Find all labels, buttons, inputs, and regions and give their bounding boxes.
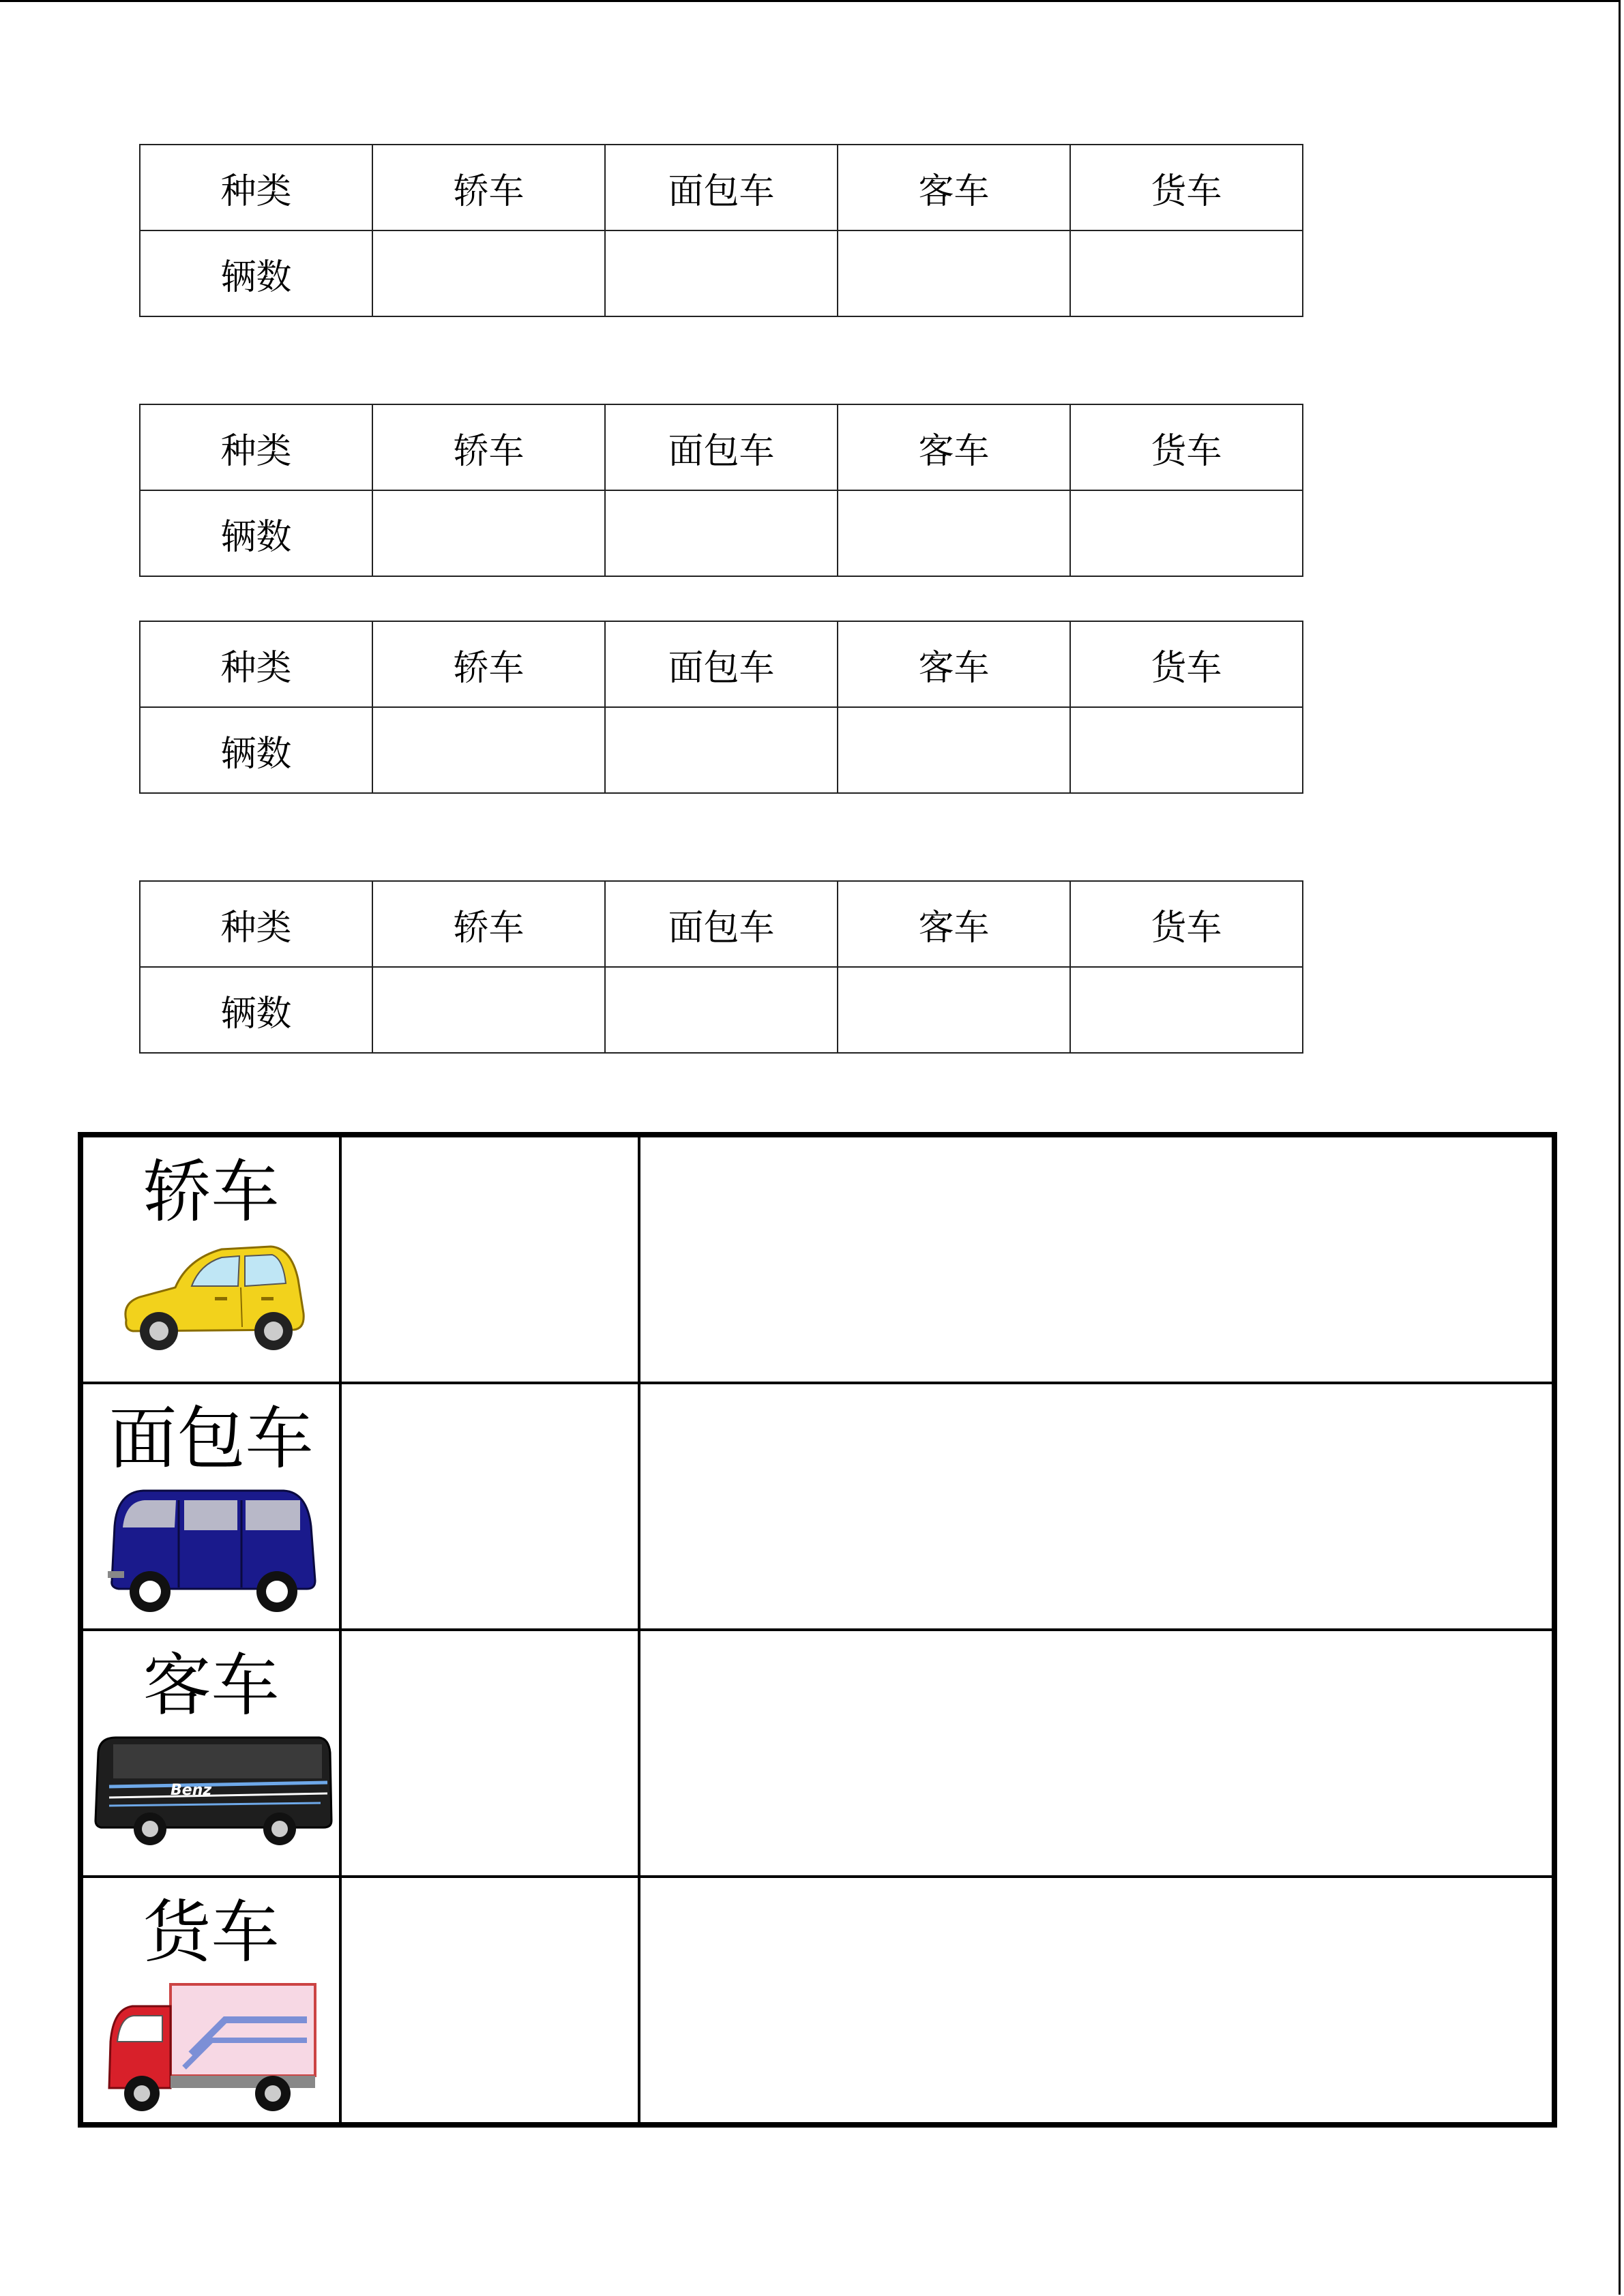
count-cell-bus[interactable] — [838, 230, 1070, 316]
count-table — [139, 621, 1303, 794]
header-cell-bus: 客车 — [838, 145, 1070, 230]
count-cell-bus[interactable] — [838, 967, 1070, 1053]
header-cell-sedan: 轿车 — [372, 881, 605, 967]
vehicle-cell — [80, 1383, 340, 1630]
bus-brand-text: Benz — [170, 1782, 211, 1799]
tally-cell[interactable] — [340, 1630, 639, 1877]
table-count-row — [140, 230, 1303, 316]
header-cell-truck: 货车 — [1070, 404, 1303, 490]
tally-cell[interactable] — [340, 1135, 639, 1383]
header-cell-truck: 货车 — [1070, 621, 1303, 707]
count-cell-truck[interactable] — [1070, 967, 1303, 1053]
header-cell-van: 面包车 — [605, 145, 838, 230]
count-cell-sedan[interactable] — [372, 490, 605, 576]
count-cell-van[interactable] — [605, 707, 838, 793]
count-cell-bus[interactable] — [838, 707, 1070, 793]
table-count-row — [140, 490, 1303, 576]
blue-van-icon — [102, 1485, 321, 1615]
vehicle-tally-table — [78, 1132, 1557, 2128]
vehicle-cell — [80, 1630, 340, 1877]
tally-row-sedan — [80, 1135, 1554, 1383]
count-table — [139, 404, 1303, 577]
notes-cell[interactable] — [639, 1135, 1554, 1383]
vehicle-label: 客车 — [143, 1645, 280, 1725]
count-cell-truck[interactable] — [1070, 707, 1303, 793]
header-cell-kind: 种类 — [140, 404, 372, 490]
table-count-row — [140, 707, 1303, 793]
header-cell-van: 面包车 — [605, 621, 838, 707]
count-cell-sedan[interactable] — [372, 230, 605, 316]
table-count-row — [140, 967, 1303, 1053]
count-cell-sedan[interactable] — [372, 707, 605, 793]
header-cell-sedan: 轿车 — [372, 404, 605, 490]
table-header-row — [140, 621, 1303, 707]
table-header-row — [140, 404, 1303, 490]
row-label-count: 辆数 — [140, 967, 372, 1053]
header-cell-kind: 种类 — [140, 145, 372, 230]
header-cell-kind: 种类 — [140, 621, 372, 707]
header-cell-bus: 客车 — [838, 881, 1070, 967]
header-cell-van: 面包车 — [605, 881, 838, 967]
count-cell-van[interactable] — [605, 967, 838, 1053]
red-truck-icon — [102, 1979, 321, 2115]
yellow-car-icon — [113, 1238, 310, 1354]
vehicle-label: 轿车 — [143, 1152, 280, 1232]
header-cell-bus: 客车 — [838, 621, 1070, 707]
count-cell-truck[interactable] — [1070, 230, 1303, 316]
header-cell-truck: 货车 — [1070, 145, 1303, 230]
vehicle-label: 货车 — [143, 1892, 280, 1972]
tally-row-truck — [80, 1877, 1554, 2125]
tally-row-bus — [80, 1630, 1554, 1877]
tally-cell[interactable] — [340, 1383, 639, 1630]
header-cell-kind: 种类 — [140, 881, 372, 967]
header-cell-van: 面包车 — [605, 404, 838, 490]
count-table — [139, 144, 1303, 317]
vehicle-cell — [80, 1877, 340, 2125]
tally-row-van — [80, 1383, 1554, 1630]
count-cell-van[interactable] — [605, 490, 838, 576]
table-header-row — [140, 881, 1303, 967]
row-label-count: 辆数 — [140, 490, 372, 576]
row-label-count: 辆数 — [140, 707, 372, 793]
vehicle-cell — [80, 1135, 340, 1383]
header-cell-bus: 客车 — [838, 404, 1070, 490]
count-table — [139, 880, 1303, 1054]
count-cell-van[interactable] — [605, 230, 838, 316]
notes-cell[interactable] — [639, 1877, 1554, 2125]
header-cell-sedan: 轿车 — [372, 621, 605, 707]
row-label-count: 辆数 — [140, 230, 372, 316]
notes-cell[interactable] — [639, 1383, 1554, 1630]
count-cell-sedan[interactable] — [372, 967, 605, 1053]
header-cell-truck: 货车 — [1070, 881, 1303, 967]
notes-cell[interactable] — [639, 1630, 1554, 1877]
count-cell-bus[interactable] — [838, 490, 1070, 576]
table-header-row — [140, 145, 1303, 230]
count-cell-truck[interactable] — [1070, 490, 1303, 576]
vehicle-label: 面包车 — [108, 1399, 314, 1478]
tally-cell[interactable] — [340, 1877, 639, 2125]
black-bus-icon — [89, 1732, 334, 1848]
header-cell-sedan: 轿车 — [372, 145, 605, 230]
